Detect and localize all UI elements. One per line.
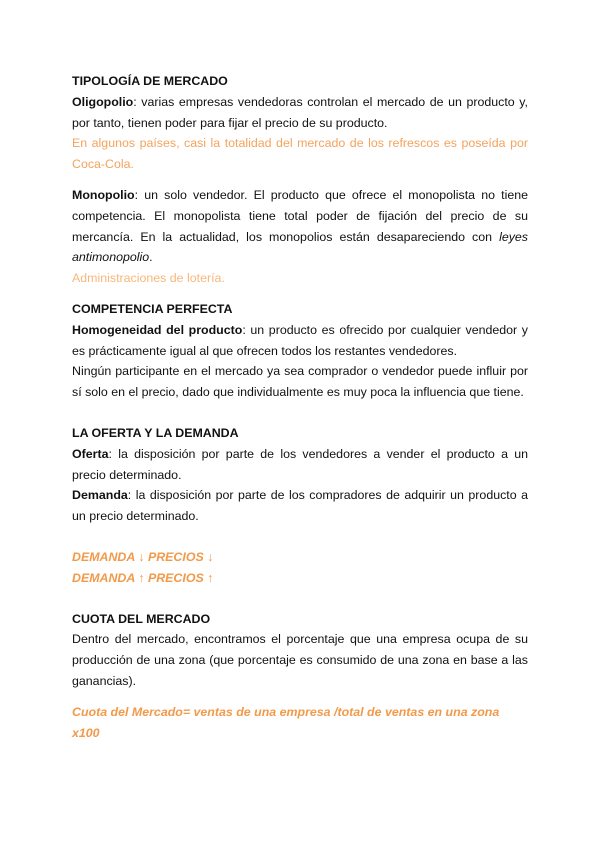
oferta-term: Oferta (72, 446, 109, 461)
section-title-cuota: CUOTA DEL MERCADO (72, 611, 211, 626)
oferta-text: : la disposición por parte de los vendedores a vender el producto a un precio determinado. (72, 446, 528, 482)
homogeneidad-text: : un producto es ofrecido por cualquier vendedor y es prácticamente igual al que ofrecen todos los restantes vendedores. (72, 322, 528, 358)
monopolio-term: Monopolio (72, 187, 135, 202)
section-title-oferta-demanda: LA OFERTA Y LA DEMANDA (72, 425, 239, 440)
homogeneidad-definition (72, 320, 528, 362)
demanda-rule-up: DEMANDA ↑ PRECIOS ↑ (72, 570, 214, 585)
monopolio-text: : un solo vendedor. El producto que ofrece el monopolista no tiene competencia. El monopolista tiene total poder de fijación del precio de su mercancía. En la actualidad, los monopolios están desapareciendo con (72, 187, 528, 244)
section-title-competencia: COMPETENCIA PERFECTA (72, 301, 233, 316)
demanda-definition (72, 485, 528, 527)
monopolio-example: Administraciones de lotería. (72, 271, 225, 286)
demanda-term: Demanda (72, 488, 128, 503)
oferta-definition (72, 444, 528, 486)
oligopolio-definition (72, 92, 528, 134)
oligopolio-text: : varias empresas vendedoras controlan el mercado de un producto y, por tanto, tienen poder para fijar el precio de su producto. (72, 94, 528, 130)
competencia-paragraph: Ningún participante en el mercado ya sea comprador o vendedor puede influir por sí solo en el precio, dado que individualmente es muy poca la influencia que tiene. (72, 364, 528, 400)
section-title-tipologia: TIPOLOGÍA DE MERCADO (72, 74, 228, 88)
monopolio-definition (72, 185, 528, 268)
cuota-formula: Cuota del Mercado= ventas de una empresa /total de ventas en una zona x100 (72, 704, 500, 740)
monopolio-end: . (149, 250, 153, 265)
demanda-text: : la disposición por parte de los compradores de adquirir un producto a un precio determinado. (72, 488, 528, 524)
cuota-paragraph: Dentro del mercado, encontramos el porcentaje que una empresa ocupa de su producción de una zona (que porcentaje es consumido de una zona en base a las ganancias). (72, 632, 528, 688)
demanda-rule-down: DEMANDA ↓ PRECIOS ↓ (72, 549, 214, 564)
monopolio-italic: leyes antimonopolio (72, 229, 528, 265)
oligopolio-example: En algunos países, casi la totalidad del mercado de los refrescos es poseída por Coca-Cola. (72, 136, 528, 172)
oligopolio-term: Oligopolio (72, 94, 134, 109)
homogeneidad-term: Homogeneidad del producto (72, 322, 243, 337)
